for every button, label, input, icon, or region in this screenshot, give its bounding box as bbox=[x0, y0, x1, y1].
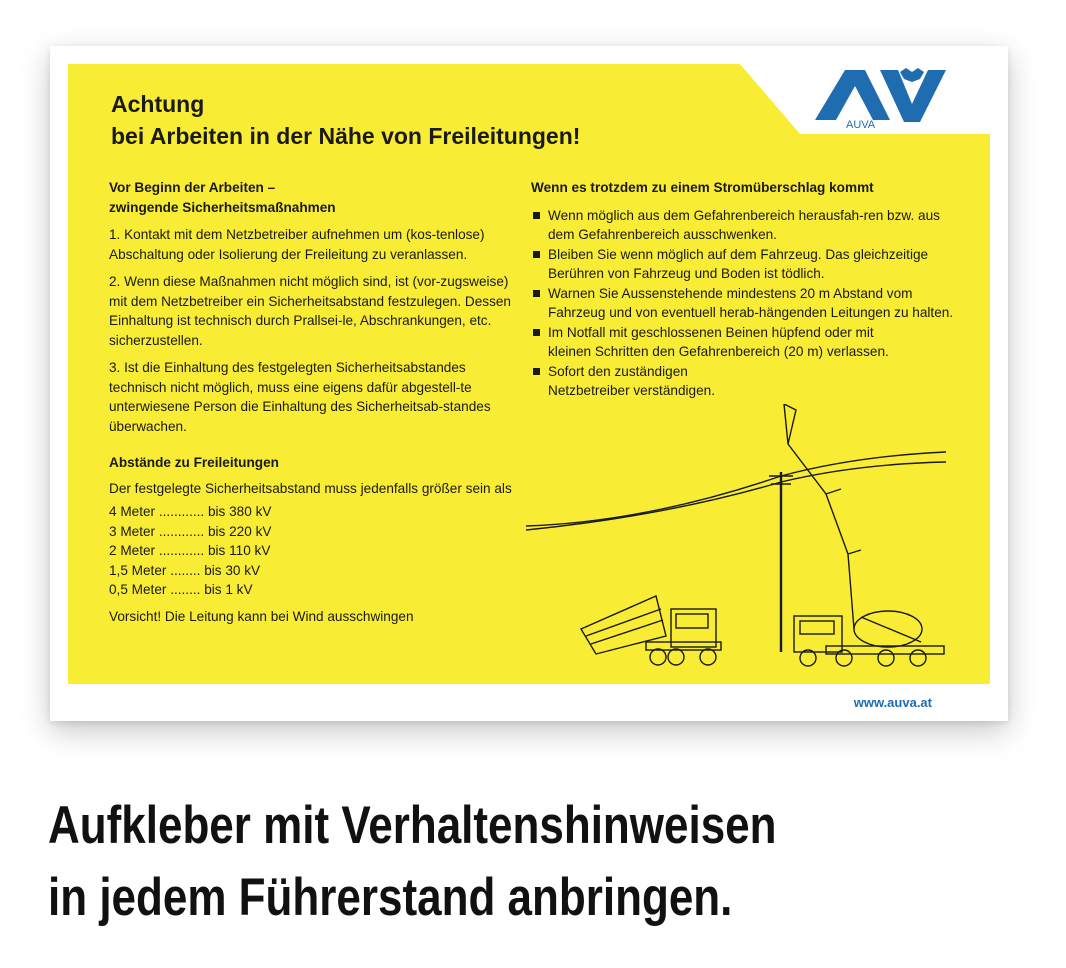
list-item: Im Notfall mit geschlossenen Beinen hüpfend oder mit kleinen Schritten den Gefahrenbereich (20 m) verlassen. bbox=[531, 323, 908, 362]
concrete-pump-truck bbox=[784, 404, 944, 666]
flashover-heading: Wenn es trotzdem zu einem Stromüberschlag kommt bbox=[531, 180, 874, 195]
construction-illustration bbox=[526, 404, 956, 674]
precautions-heading-2: zwingende Sicherheitsmaßnahmen bbox=[109, 199, 336, 215]
wind-warning: Vorsicht! Die Leitung kann bei Wind ausschwingen bbox=[109, 608, 414, 624]
distance-row: 2 Meter ............ bis 110 kV bbox=[109, 543, 271, 558]
warning-sign bbox=[68, 64, 990, 684]
precaution-2: 2. Wenn diese Maßnahmen nicht möglich sind, ist (vor-zugsweise) mit dem Netzbetreiber ein Sicherheitsabstand festzulegen. Dessen Einhaltung ist technisch durch Prallsei-le, Abschrankungen, etc. sicherzustellen. bbox=[109, 274, 511, 348]
sign-title bbox=[111, 88, 580, 152]
distance-list bbox=[109, 502, 519, 600]
caption bbox=[48, 790, 777, 934]
distance-row: 4 Meter ............ bis 380 kV bbox=[109, 504, 272, 519]
list-item: Wenn möglich aus dem Gefahrenbereich herausfah-ren bzw. aus dem Gefahrenbereich ausschwenken. bbox=[531, 206, 961, 245]
caption-line-1: Aufkleber mit Verhaltenshinweisen bbox=[48, 796, 777, 855]
title-line-2: bei Arbeiten in der Nähe von Freileitungen! bbox=[111, 123, 581, 149]
distances-intro: Der festgelegte Sicherheitsabstand muss jedenfalls größer sein als bbox=[109, 480, 512, 496]
precaution-3: 3. Ist die Einhaltung des festgelegten Sicherheitsabstandes technisch nicht möglich, muss eine eigens dafür abgestell-te unterwiesene Person die Einhaltung des Sicherheitsab-standes überwachen. bbox=[109, 360, 491, 434]
svg-text:AUVA: AUVA bbox=[846, 119, 876, 131]
precautions-heading-1: Vor Beginn der Arbeiten – bbox=[109, 180, 276, 195]
title-line-1: Achtung bbox=[111, 91, 205, 117]
dump-truck bbox=[581, 596, 721, 665]
website-link[interactable]: www.auva.at bbox=[853, 695, 932, 710]
distance-row: 3 Meter ............ bis 220 kV bbox=[109, 523, 272, 539]
left-column bbox=[109, 178, 519, 626]
list-item: Warnen Sie Aussenstehende mindestens 20 m Abstand vom Fahrzeug und von eventuell herab-hängenden Leitungen zu halten. bbox=[531, 284, 961, 323]
caption-line-2: in jedem Führerstand anbringen. bbox=[48, 868, 733, 927]
precaution-1: 1. Kontakt mit dem Netzbetreiber aufnehmen um (kos-tenlose) Abschaltung oder Isolierung der Freileitung zu veranlassen. bbox=[109, 227, 485, 262]
right-column bbox=[531, 178, 961, 401]
distance-row: 1,5 Meter ........ bis 30 kV bbox=[109, 562, 261, 578]
distance-row: 0,5 Meter ........ bis 1 kV bbox=[109, 582, 253, 597]
sticker-card bbox=[50, 46, 1008, 721]
auva-logo bbox=[740, 64, 990, 134]
list-item: Sofort den zuständigen Netzbetreiber verständigen. bbox=[531, 362, 748, 401]
list-item: Bleiben Sie wenn möglich auf dem Fahrzeug. Das gleichzeitige Berühren von Fahrzeug und Boden ist tödlich. bbox=[531, 245, 961, 284]
flashover-list bbox=[531, 206, 961, 401]
distances-heading: Abstände zu Freileitungen bbox=[109, 455, 279, 470]
